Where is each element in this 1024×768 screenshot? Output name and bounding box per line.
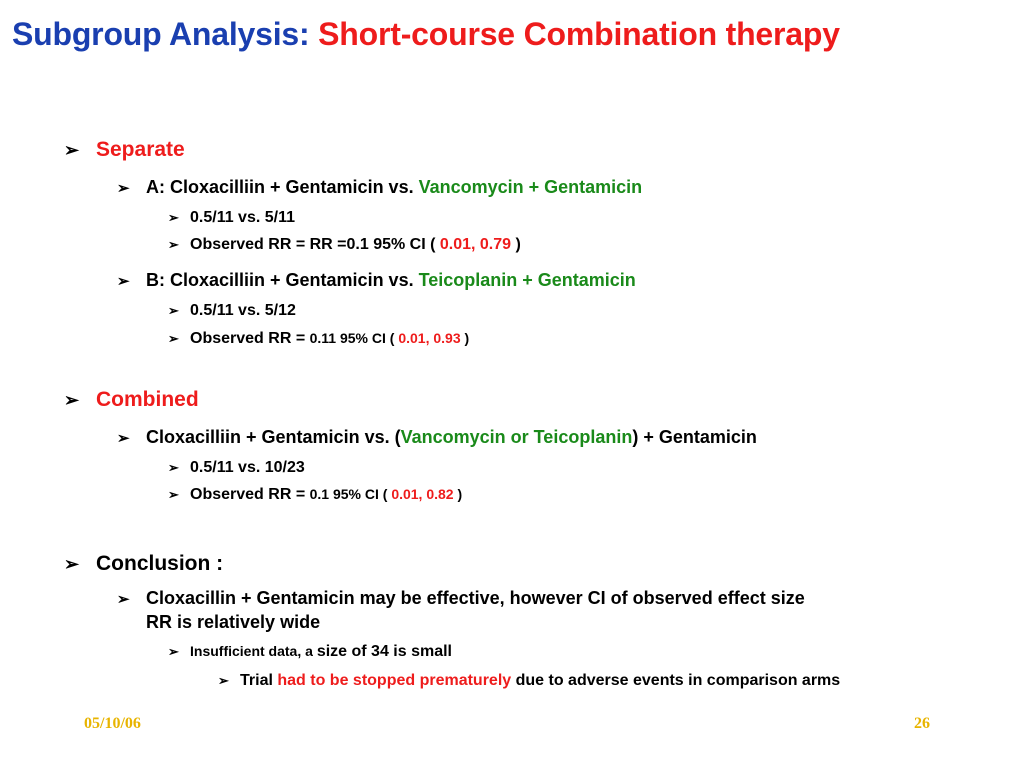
combined-rr-small: 0.1 95% CI (	[309, 486, 392, 502]
separate-a-ci: 0.01, 0.79	[439, 236, 512, 253]
trial-suffix: due to adverse events in comparison arms	[511, 672, 841, 689]
arrow-bullet-icon: ➢	[117, 430, 130, 447]
combined-heading-line	[64, 388, 199, 412]
slide-title	[12, 16, 840, 53]
title-part2: Short-course Combination therapy	[318, 16, 840, 52]
conclusion-text2: RR is relatively wide	[146, 612, 321, 632]
separate-b-ci: 0.01, 0.93	[398, 330, 461, 346]
separate-b-comparator: Teicoplanin + Gentamicin	[418, 270, 636, 290]
combined-comparator: Vancomycin or Teicoplanin	[400, 427, 633, 447]
separate-a-rr-label: Observed RR = RR =0.1 95% CI (	[190, 236, 440, 253]
separate-b-rr-line	[168, 330, 469, 348]
separate-heading-line	[64, 138, 185, 162]
arrow-bullet-icon: ➢	[168, 210, 179, 225]
separate-b-rr-label: Observed RR =	[190, 330, 310, 347]
combined-counts-line	[168, 459, 305, 477]
arrow-bullet-icon: ➢	[168, 460, 179, 475]
arrow-bullet-icon: ➢	[64, 140, 80, 160]
separate-a-comparator: Vancomycin + Gentamicin	[418, 177, 643, 197]
title-part1: Subgroup Analysis:	[12, 16, 319, 52]
combined-heading: Combined	[96, 388, 199, 411]
separate-b-line	[117, 270, 636, 291]
arrow-bullet-icon: ➢	[168, 303, 179, 318]
arrow-bullet-icon: ➢	[117, 591, 130, 608]
combined-rr-label: Observed RR =	[190, 486, 310, 503]
conclusion-line2	[146, 612, 320, 633]
trial-prefix: Trial	[240, 672, 278, 689]
separate-b-ci-close: )	[460, 330, 470, 346]
arrow-bullet-icon: ➢	[168, 237, 179, 252]
conclusion-heading: Conclusion :	[96, 552, 224, 575]
combined-counts: 0.5/11 vs. 10/23	[190, 459, 305, 476]
combined-ci-close: )	[453, 486, 463, 502]
separate-a-counts-line	[168, 209, 295, 227]
combined-prefix: Cloxacilliin + Gentamicin vs. (	[146, 427, 401, 447]
arrow-bullet-icon: ➢	[168, 487, 179, 502]
footer-page-number: 26	[914, 715, 930, 732]
arrow-bullet-icon: ➢	[168, 331, 179, 346]
arrow-bullet-icon: ➢	[218, 673, 229, 688]
arrow-bullet-icon: ➢	[168, 644, 179, 659]
conclusion-insufficient-line	[168, 643, 452, 661]
conclusion-trial-line	[218, 672, 840, 690]
conclusion-line1	[117, 588, 805, 609]
conclusion-text1: Cloxacillin + Gentamicin may be effective, however CI of observed effect size	[146, 588, 805, 608]
separate-a-rr-line	[168, 236, 521, 254]
separate-a-line	[117, 177, 642, 198]
insufficient-small: Insufficient data, a	[190, 643, 317, 659]
separate-b-counts-line	[168, 302, 296, 320]
combined-suffix: ) + Gentamicin	[632, 427, 757, 447]
combined-line	[117, 427, 757, 448]
arrow-bullet-icon: ➢	[117, 273, 130, 290]
conclusion-heading-line	[64, 552, 223, 576]
combined-ci: 0.01, 0.82	[391, 486, 454, 502]
trial-red: had to be stopped prematurely	[277, 672, 512, 689]
arrow-bullet-icon: ➢	[64, 390, 80, 410]
separate-a-ci-close: )	[511, 236, 521, 253]
arrow-bullet-icon: ➢	[117, 180, 130, 197]
separate-a-counts: 0.5/11 vs. 5/11	[190, 209, 295, 226]
separate-b-prefix: B: Cloxacilliin + Gentamicin vs.	[146, 270, 419, 290]
separate-b-rr-small: 0.11 95% CI (	[309, 330, 399, 346]
separate-b-counts: 0.5/11 vs. 5/12	[190, 302, 296, 319]
separate-a-prefix: A: Cloxacilliin + Gentamicin vs.	[146, 177, 419, 197]
separate-heading: Separate	[96, 138, 185, 161]
footer-date: 05/10/06	[84, 715, 141, 732]
arrow-bullet-icon: ➢	[64, 554, 80, 574]
combined-rr-line	[168, 486, 462, 504]
insufficient-rest: size of 34 is small	[316, 643, 452, 660]
